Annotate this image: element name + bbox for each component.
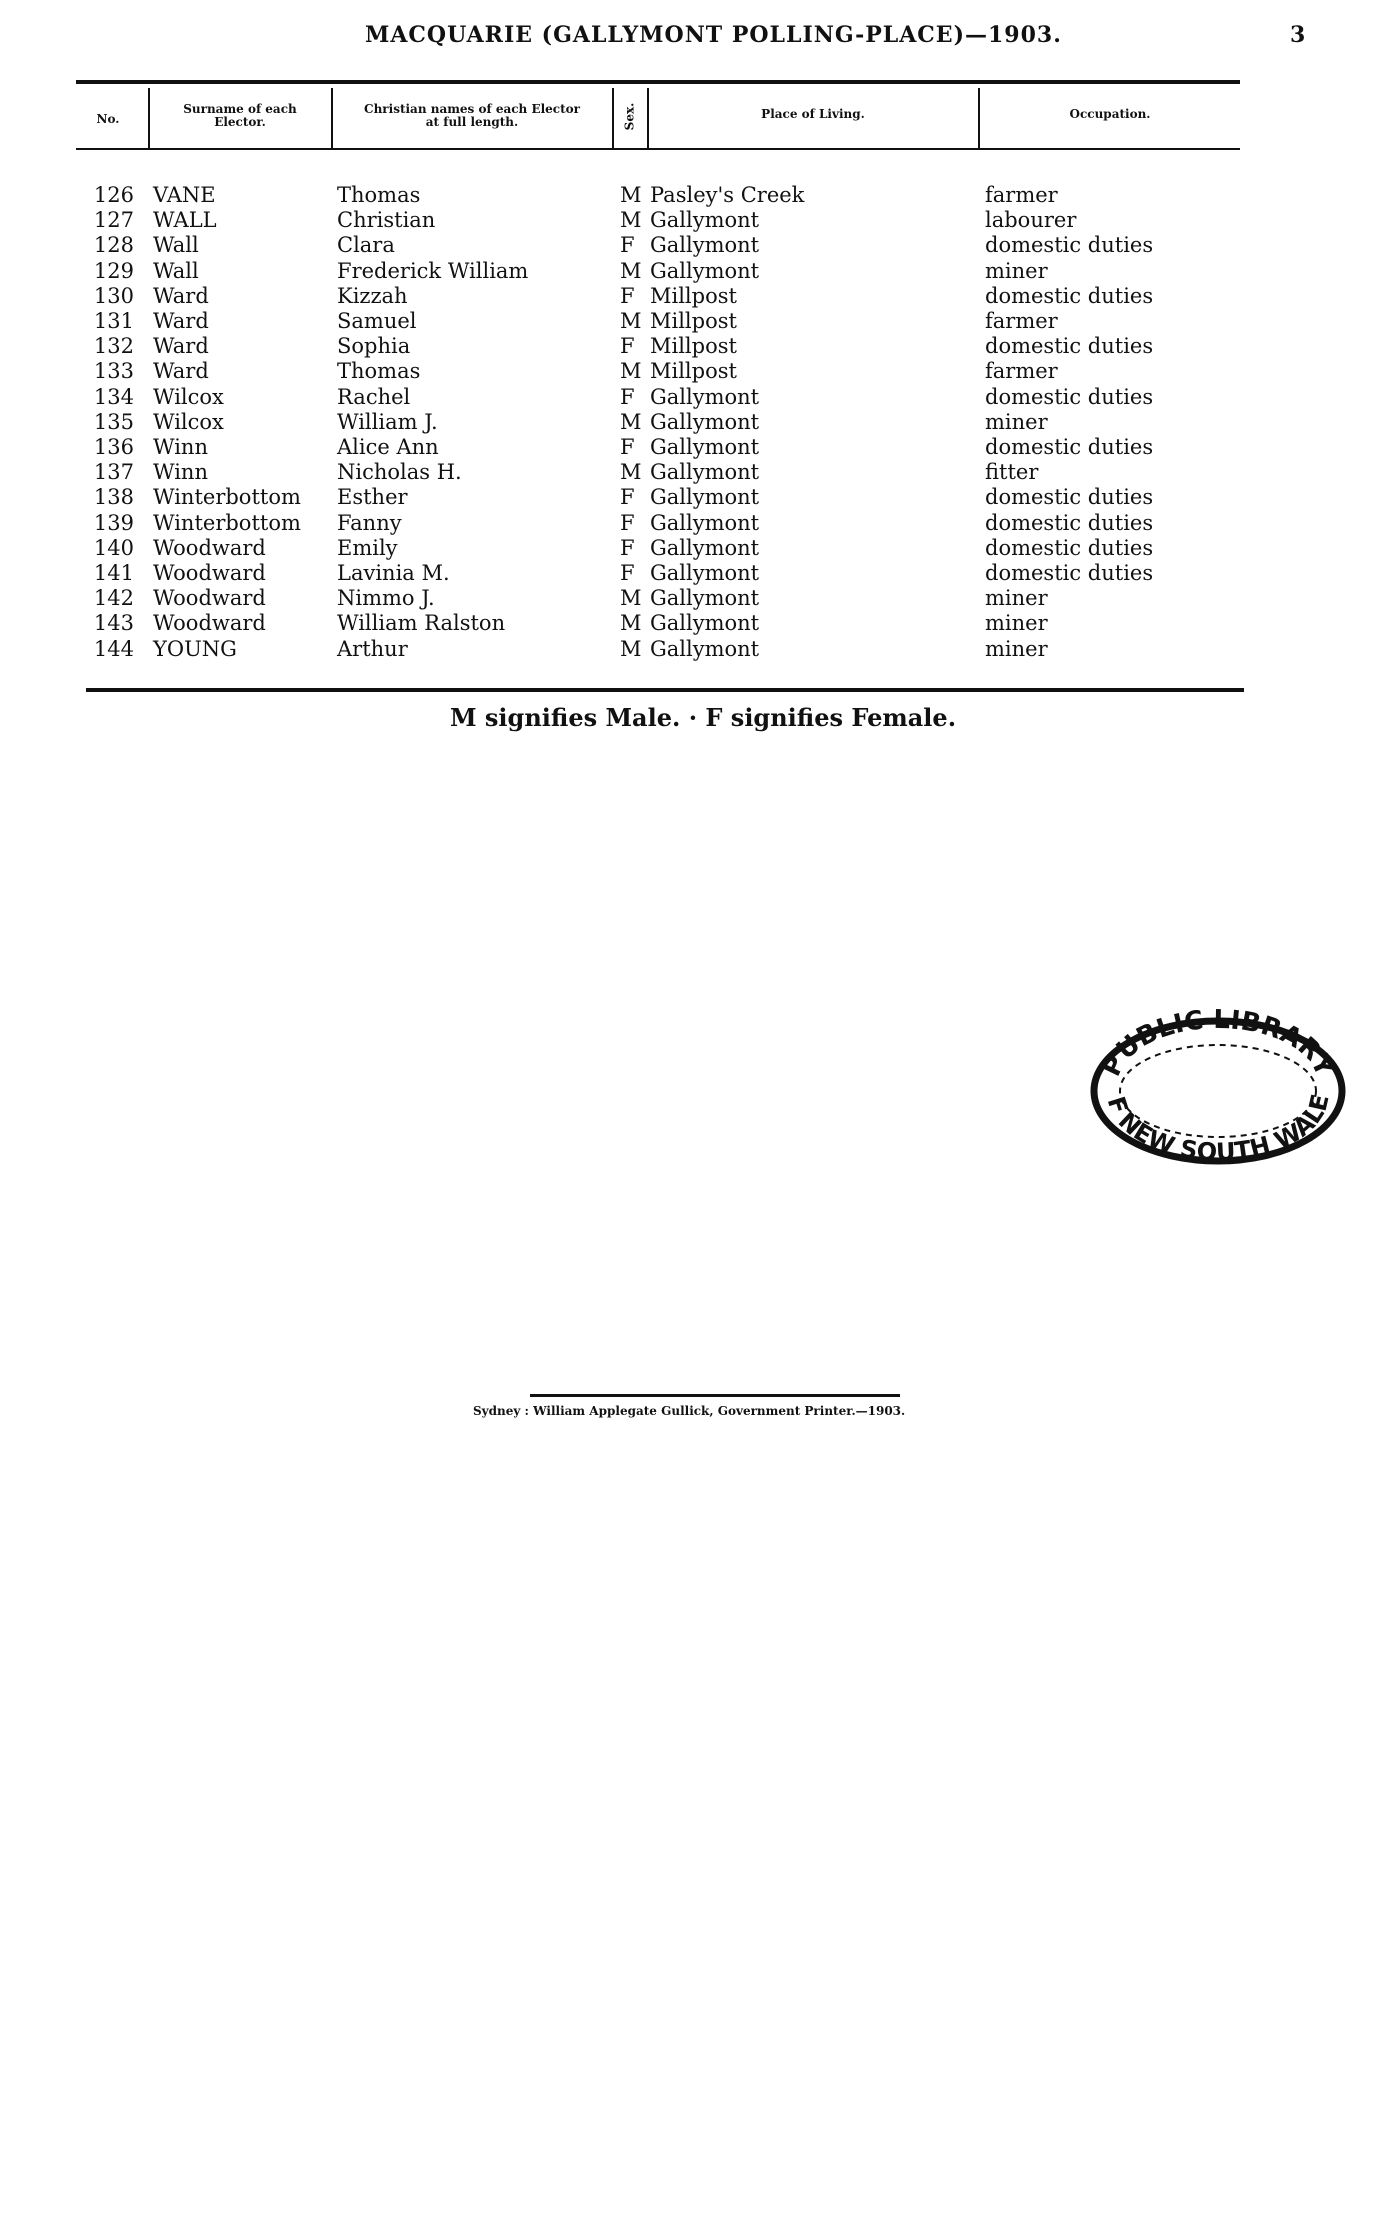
header-occupation: Occupation.	[1069, 107, 1151, 121]
elector-sex: M	[620, 409, 642, 434]
header-surname: Surname of each Elector.	[183, 102, 297, 129]
column-divider	[612, 88, 614, 148]
elector-sex: F	[620, 510, 635, 535]
elector-sex: F	[620, 485, 635, 510]
column-divider	[647, 88, 649, 148]
elector-place: Gallymont	[650, 535, 760, 560]
elector-christian-names: Frederick William	[337, 258, 529, 283]
elector-surname: VANE	[153, 183, 216, 207]
elector-occupation: domestic duties	[985, 283, 1154, 308]
header-sex: Sex.	[622, 102, 637, 131]
elector-number: 127	[93, 208, 134, 233]
elector-occupation: domestic duties	[985, 384, 1154, 409]
elector-place: Gallymont	[650, 485, 760, 510]
elector-surname: Winterbottom	[153, 510, 301, 535]
elector-number: 128	[93, 233, 134, 258]
elector-number: 140	[93, 535, 134, 560]
library-stamp	[1078, 996, 1358, 1190]
elector-number: 133	[93, 359, 134, 384]
printer-rule	[530, 1394, 900, 1397]
elector-occupation: miner	[985, 636, 1048, 661]
elector-place: Gallymont	[650, 384, 760, 409]
elector-place: Millpost	[650, 334, 737, 359]
elector-place: Gallymont	[650, 561, 760, 585]
elector-surname: Wilcox	[153, 384, 224, 409]
library-stamp-graphic	[1078, 996, 1358, 1186]
elector-number: 141	[93, 561, 134, 585]
elector-place: Gallymont	[650, 258, 760, 283]
elector-occupation: domestic duties	[985, 435, 1154, 459]
elector-surname: Winterbottom	[153, 485, 301, 510]
elector-occupation: farmer	[985, 309, 1058, 333]
printer-imprint: Sydney : William Applegate Gullick, Government Printer.—1903.	[473, 1404, 906, 1418]
elector-surname: Winn	[153, 435, 208, 459]
elector-christian-names: Fanny	[337, 510, 402, 535]
stamp-top-text: PUBLIC LIBRARY	[1096, 1004, 1340, 1082]
elector-christian-names: Thomas	[337, 183, 421, 207]
elector-place: Gallymont	[650, 435, 760, 459]
elector-occupation: miner	[985, 611, 1048, 636]
elector-surname: Woodward	[153, 535, 266, 560]
elector-christian-names: Lavinia M.	[337, 561, 450, 585]
elector-sex: M	[620, 611, 642, 636]
elector-sex: M	[620, 258, 642, 283]
elector-sex: M	[620, 636, 642, 661]
elector-surname: YOUNG	[153, 636, 237, 661]
elector-occupation: domestic duties	[985, 510, 1154, 535]
elector-number: 138	[93, 485, 134, 510]
elector-sex: M	[620, 309, 642, 333]
elector-surname: Wilcox	[153, 409, 224, 434]
elector-sex: F	[620, 283, 635, 308]
elector-surname: Winn	[153, 460, 208, 485]
elector-christian-names: William Ralston	[337, 611, 506, 636]
elector-christian-names: Thomas	[337, 359, 421, 384]
elector-number: 144	[93, 636, 134, 661]
elector-sex: F	[620, 561, 635, 585]
header-top-rule	[76, 80, 1240, 84]
elector-sex: F	[620, 384, 635, 409]
svg-text:PUBLIC LIBRARY	[1097, 1005, 1340, 1082]
elector-christian-names: Nimmo J.	[337, 586, 435, 611]
page-title: MACQUARIE (GALLYMONT POLLING-PLACE)—1903.	[365, 22, 1062, 48]
elector-christian-names: Alice Ann	[337, 435, 439, 459]
page-number: 3	[1290, 22, 1306, 48]
elector-place: Gallymont	[650, 510, 760, 535]
elector-sex: F	[620, 535, 635, 560]
column-divider	[978, 88, 980, 148]
elector-occupation: fitter	[985, 460, 1039, 485]
elector-sex: M	[620, 359, 642, 384]
elector-number: 135	[93, 409, 134, 434]
elector-occupation: farmer	[985, 183, 1058, 207]
sex-legend: M signifies Male. · F signifies Female.	[450, 703, 957, 732]
elector-sex: F	[620, 233, 635, 258]
elector-place: Gallymont	[650, 611, 760, 636]
elector-number: 131	[93, 309, 134, 333]
elector-surname: Wall	[153, 258, 199, 283]
elector-sex: F	[620, 435, 635, 459]
elector-sex: M	[620, 208, 642, 233]
elector-surname: Ward	[153, 359, 209, 384]
elector-occupation: domestic duties	[985, 561, 1154, 585]
elector-occupation: miner	[985, 409, 1048, 434]
elector-christian-names: Sophia	[337, 334, 411, 359]
header-christian: Christian names of each Elector at full length.	[364, 102, 580, 129]
elector-place: Gallymont	[650, 208, 760, 233]
elector-surname: Woodward	[153, 611, 266, 636]
elector-place: Gallymont	[650, 636, 760, 661]
elector-place: Pasley's Creek	[650, 183, 805, 207]
elector-number: 142	[93, 586, 134, 611]
elector-number: 139	[93, 510, 134, 535]
elector-place: Millpost	[650, 309, 737, 333]
elector-surname: Woodward	[153, 586, 266, 611]
elector-occupation: domestic duties	[985, 485, 1154, 510]
elector-number: 129	[93, 258, 134, 283]
column-divider	[331, 88, 333, 148]
elector-surname: Ward	[153, 309, 209, 333]
elector-surname: Ward	[153, 334, 209, 359]
elector-surname: WALL	[153, 208, 217, 233]
elector-christian-names: Emily	[337, 535, 398, 560]
elector-number: 137	[93, 460, 134, 485]
elector-christian-names: Nicholas H.	[337, 460, 462, 485]
elector-occupation: farmer	[985, 359, 1058, 384]
elector-christian-names: Rachel	[337, 384, 411, 409]
elector-place: Millpost	[650, 283, 737, 308]
elector-surname: Ward	[153, 283, 209, 308]
elector-christian-names: William J.	[337, 409, 438, 434]
stamp-bottom-text: F NEW SOUTH WALE	[1101, 1091, 1335, 1167]
elector-number: 132	[93, 334, 134, 359]
elector-christian-names: Kizzah	[337, 283, 408, 308]
elector-number: 126	[93, 183, 134, 207]
elector-christian-names: Samuel	[337, 309, 417, 333]
elector-place: Gallymont	[650, 409, 760, 434]
header-no: No.	[96, 112, 120, 126]
elector-surname: Wall	[153, 233, 199, 258]
column-divider	[148, 88, 150, 148]
elector-sex: F	[620, 334, 635, 359]
elector-occupation: labourer	[985, 208, 1077, 233]
header-bottom-rule	[76, 148, 1240, 150]
elector-place: Gallymont	[650, 586, 760, 611]
elector-christian-names: Christian	[337, 208, 436, 233]
elector-occupation: domestic duties	[985, 233, 1154, 258]
elector-occupation: domestic duties	[985, 535, 1154, 560]
elector-number: 143	[93, 611, 134, 636]
elector-occupation: miner	[985, 258, 1048, 283]
elector-place: Millpost	[650, 359, 737, 384]
header-place: Place of Living.	[761, 107, 865, 121]
elector-occupation: miner	[985, 586, 1048, 611]
elector-sex: M	[620, 586, 642, 611]
elector-number: 130	[93, 283, 134, 308]
elector-number: 136	[93, 435, 134, 459]
elector-christian-names: Esther	[337, 485, 408, 510]
elector-sex: M	[620, 183, 642, 207]
elector-place: Gallymont	[650, 233, 760, 258]
elector-christian-names: Arthur	[337, 636, 408, 661]
elector-sex: M	[620, 460, 642, 485]
elector-christian-names: Clara	[337, 233, 395, 258]
elector-occupation: domestic duties	[985, 334, 1154, 359]
elector-place: Gallymont	[650, 460, 760, 485]
table-bottom-rule	[86, 688, 1244, 692]
elector-surname: Woodward	[153, 561, 266, 585]
elector-number: 134	[93, 384, 134, 409]
